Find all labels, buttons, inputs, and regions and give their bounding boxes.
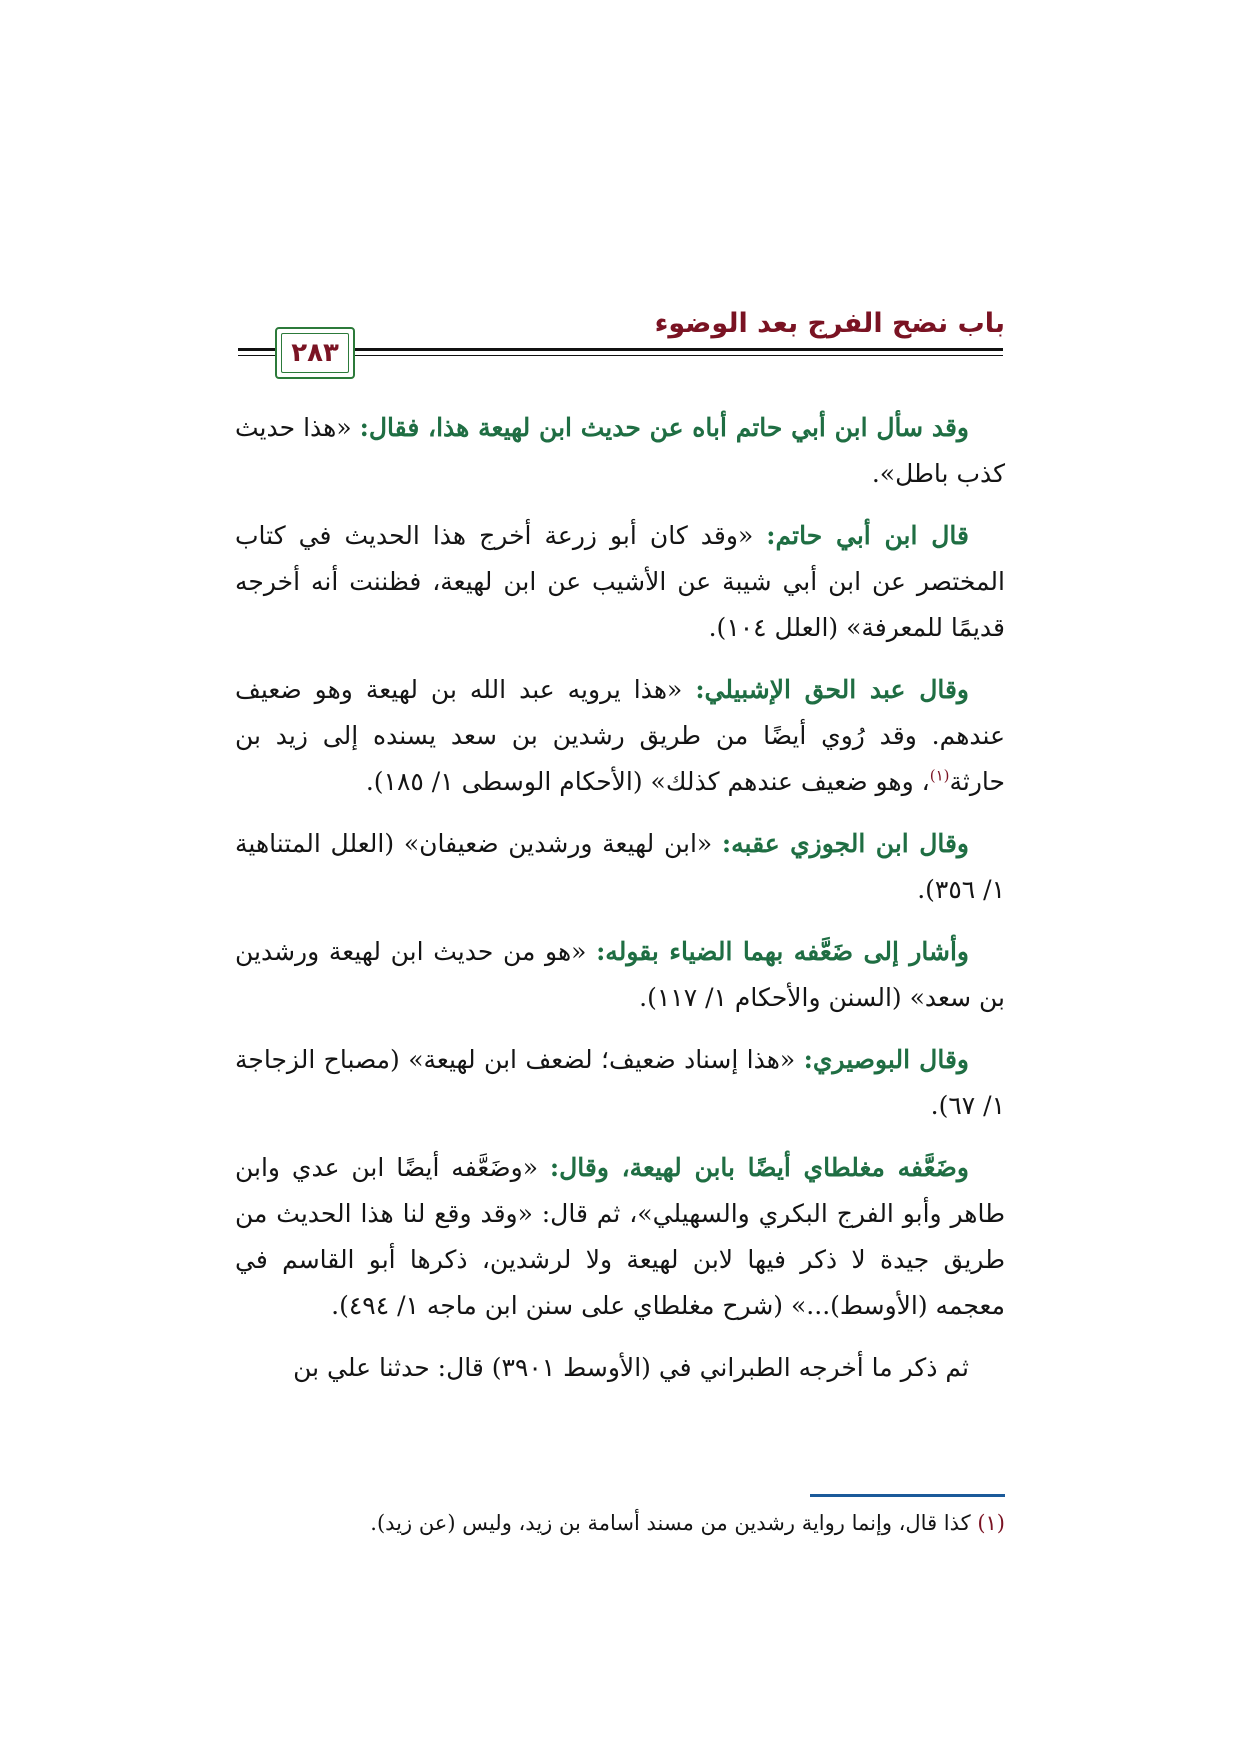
- paragraph-lead: وقال ابن الجوزي عقبه:: [721, 829, 969, 858]
- footnote-separator: [810, 1494, 1005, 1497]
- paragraph-lead: وقال البوصيري:: [803, 1045, 969, 1074]
- paragraph-lead: وقد سأل ابن أبي حاتم أباه عن حديث ابن لهيعة هذا، فقال:: [359, 413, 969, 442]
- paragraph-text: «وضَعَّفه أيضًا ابن عدي وابن طاهر وأبو الفرج البكري والسهيلي»، ثم قال: «وقد وقع لنا هذا الحديث من طريق جيدة لا ذكر فيها لابن لهيعة ولا لرشدين، ذكرها أبو القاسم في معجمه (الأوسط)...» (شرح مغلطاي على سنن ابن ماجه ١/ ٤٩٤).: [235, 1153, 1005, 1320]
- paragraph-text: «هذا يرويه عبد الله بن لهيعة وهو ضعيف عندهم. وقد رُوي أيضًا من طريق رشدين بن سعد يسنده إلى زيد بن حارثة: [235, 675, 1005, 796]
- paragraph-text: «هذا حديث كذب باطل».: [235, 413, 1005, 488]
- paragraph-lead: وضَعَّفه مغلطاي أيضًا بابن لهيعة، وقال:: [549, 1153, 969, 1182]
- paragraph: [235, 821, 1005, 913]
- paragraph-text: ثم ذكر ما أخرجه الطبراني في (الأوسط ٣٩٠١) قال: حدثنا علي بن: [293, 1353, 969, 1382]
- paragraph-lead: قال ابن أبي حاتم:: [766, 521, 969, 550]
- body-text: [235, 405, 1005, 1407]
- page-number: ٢٨٣: [291, 338, 339, 368]
- paragraph: [235, 1037, 1005, 1129]
- footnote: [235, 1507, 1005, 1539]
- paragraph: [235, 929, 1005, 1021]
- paragraph-lead: وأشار إلى ضَعَّفه بهما الضياء بقوله:: [596, 937, 969, 966]
- paragraph: [235, 667, 1005, 805]
- page-number-badge: [275, 327, 355, 379]
- paragraph: [235, 405, 1005, 497]
- paragraph-text: «هو من حديث ابن لهيعة ورشدين بن سعد» (السنن والأحكام ١/ ١١٧).: [235, 937, 1005, 1012]
- paragraph-text: «وقد كان أبو زرعة أخرج هذا الحديث في كتاب المختصر عن ابن أبي شيبة عن الأشيب عن ابن لهيعة، فظننت أنه أخرجه قديمًا للمعرفة» (العلل ١٠٤).: [235, 521, 1005, 642]
- paragraph-text: «هذا إسناد ضعيف؛ لضعف ابن لهيعة» (مصباح الزجاجة ١/ ٦٧).: [235, 1045, 1005, 1120]
- footnote-text: كذا قال، وإنما رواية رشدين من مسند أسامة بن زيد، وليس (عن زيد).: [370, 1511, 978, 1535]
- paragraph: [235, 1145, 1005, 1329]
- paragraph: [235, 513, 1005, 651]
- running-header-title: باب نضح الفرج بعد الوضوء: [654, 308, 1005, 339]
- paragraph: [235, 1345, 1005, 1391]
- footnote-reference[interactable]: (١): [929, 766, 950, 785]
- footnote-number: (١): [977, 1511, 1005, 1535]
- paragraph-text-continued: ، وهو ضعيف عندهم كذلك» (الأحكام الوسطى ١/ ١٨٥).: [365, 767, 930, 796]
- paragraph-lead: وقال عبد الحق الإشبيلي:: [695, 675, 969, 704]
- paragraph-text: «ابن لهيعة ورشدين ضعيفان» (العلل المتناهية ١/ ٣٥٦).: [235, 829, 1005, 904]
